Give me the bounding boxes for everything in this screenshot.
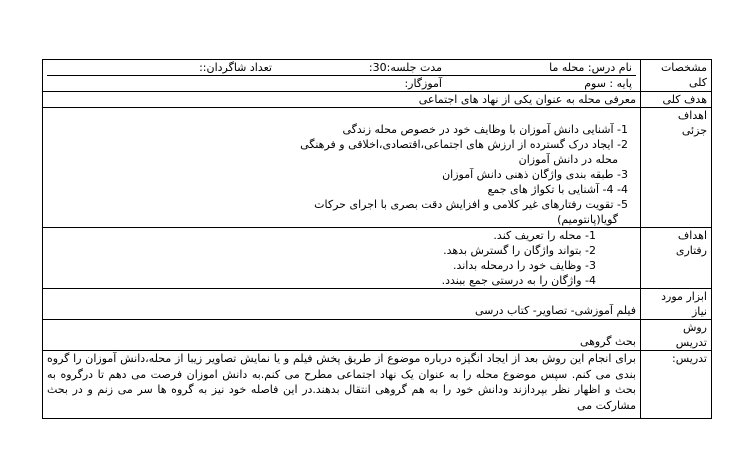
specs-content bbox=[43, 60, 641, 92]
tools-text: فیلم آموزشی- تصاویر- کتاب درسی bbox=[474, 304, 636, 317]
method-content bbox=[43, 320, 641, 351]
general-goal-row bbox=[43, 92, 712, 108]
partial-goals-row bbox=[43, 108, 712, 228]
specs-row bbox=[43, 60, 712, 92]
lesson-name: نام درس: محله ما bbox=[549, 61, 632, 74]
behavioral-goals-content bbox=[43, 228, 641, 289]
behavioral-goals-label-line2: رفتاری bbox=[675, 244, 707, 257]
partial-goal-item: گویا(پانتومیم) bbox=[557, 213, 618, 226]
specs-label bbox=[641, 60, 712, 92]
session-duration: مدت جلسه:30: bbox=[368, 61, 442, 74]
behavioral-goal-item: 4- واژگان را به درستی جمع ببندد. bbox=[441, 274, 596, 287]
tools-label bbox=[641, 289, 712, 320]
specs-label-line1: مشخصات bbox=[660, 61, 707, 74]
partial-goal-item: محله در دانش آموزان bbox=[518, 153, 618, 166]
specs-row-bottom bbox=[47, 75, 636, 91]
teaching-label: تدریس: bbox=[641, 351, 712, 419]
lesson-plan-table bbox=[42, 59, 712, 419]
behavioral-goals-label bbox=[641, 228, 712, 289]
partial-goal-item: 4- 4- آشنایی با تکواژ های جمع bbox=[487, 183, 628, 196]
partial-goals-content bbox=[43, 108, 641, 228]
grade: پایه : سوم bbox=[584, 77, 632, 90]
partial-goal-item: 1- آشنایی دانش آموزان با وظایف خود در خصوص محله زندگی bbox=[342, 123, 628, 136]
behavioral-goals-row bbox=[43, 228, 712, 289]
partial-goal-item: 3- طبقه بندی واژگان ذهنی دانش آموزان bbox=[442, 168, 628, 181]
behavioral-goal-item: 3- وظایف خود را درمحله بداند. bbox=[452, 259, 596, 272]
partial-goals-label bbox=[641, 108, 712, 228]
specs-label-line2: کلی bbox=[688, 76, 707, 89]
teaching-content bbox=[43, 351, 641, 419]
teaching-row bbox=[43, 351, 712, 419]
tools-row bbox=[43, 289, 712, 320]
general-goal-text: معرفی محله به عنوان یکی از نهاد های اجتماعی bbox=[43, 92, 641, 108]
behavioral-goal-item: 2- بتواند واژگان را گسترش بدهد. bbox=[443, 244, 596, 257]
partial-goals-label-line1: اهداف bbox=[677, 109, 707, 122]
teacher: آموزگار: bbox=[404, 77, 442, 90]
method-text: بحث گروهی bbox=[579, 335, 636, 348]
partial-goals-label-line2: جزئی bbox=[681, 124, 707, 137]
partial-goal-item: 5- تقویت رفتارهای غیر کلامی و افزایش دقت بصری با اجرای حرکات bbox=[314, 198, 628, 211]
method-label-line2: تدریس bbox=[675, 336, 707, 349]
method-label bbox=[641, 320, 712, 351]
tools-label-line2: نیاز bbox=[691, 305, 707, 318]
behavioral-goals-label-line1: اهداف bbox=[677, 229, 707, 242]
teaching-text: برای انجام این روش بعد از ایجاد انگیزه درباره موضوع از طریق پخش فیلم و یا نمایش تصاویر زیبا از محله،دانش آموزان را گروه بندی می کنم. سپس موضوع محله را به عنوان یک نهاد اجتماعی مطرح می کنم.به دانش اموزان فرصت می دهم تا درگروه به بحث و اظهار نظر بپردازند ودانش خود را به هم گروهی انتقال بدهند.در این فاصله خود نیز به گروه ها سر می زنم و در بحث مشارکت می bbox=[47, 352, 636, 412]
behavioral-goal-item: 1- محله را تعریف کند. bbox=[493, 229, 596, 242]
tools-label-line1: ابزار مورد bbox=[661, 290, 707, 303]
tools-content bbox=[43, 289, 641, 320]
specs-row-top bbox=[47, 60, 636, 75]
partial-goal-item: 2- ایجاد درک گسترده از ارزش های اجتماعی،اقتصادی،اخلاقی و فرهنگی bbox=[300, 138, 628, 151]
method-label-line1: روش bbox=[682, 321, 707, 334]
student-count: تعداد شاگردان:: bbox=[199, 61, 272, 74]
method-row bbox=[43, 320, 712, 351]
general-goal-label: هدف کلی bbox=[641, 92, 712, 108]
